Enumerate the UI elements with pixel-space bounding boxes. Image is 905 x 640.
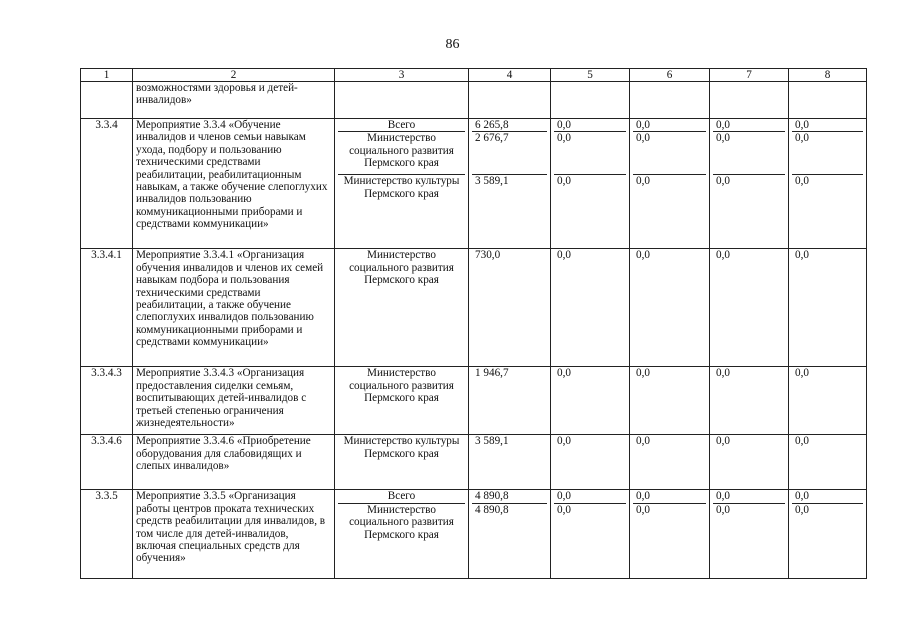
sub-row	[792, 435, 863, 489]
value-cell: 0,0	[792, 132, 863, 175]
value-cell: 0,0	[557, 249, 571, 262]
value-column-cell	[551, 490, 630, 578]
value-list	[713, 249, 785, 366]
value-cell: 0,0	[557, 175, 571, 188]
value-column-cell	[789, 367, 867, 435]
sub-row	[633, 490, 706, 503]
sub-row	[554, 490, 626, 503]
value-cell: 0,0	[557, 367, 571, 380]
header-cell: 7	[710, 69, 789, 82]
sub-row	[554, 132, 626, 175]
value-cell: 4 890,8	[472, 490, 547, 503]
table-row	[81, 367, 867, 435]
sub-row	[554, 175, 626, 249]
table-row	[81, 490, 867, 578]
value-cell: 730,0	[475, 249, 501, 262]
header-cell: 6	[630, 69, 710, 82]
sub-row	[792, 490, 863, 503]
table-row	[81, 249, 867, 367]
sub-row	[472, 175, 547, 249]
sub-row	[633, 435, 706, 489]
value-cell: 0,0	[633, 490, 706, 503]
sub-row	[554, 249, 626, 366]
measure-name-cell: Мероприятие 3.3.4.6 «Приобретение оборудования для слабовидящих и слепых инвалидов»	[133, 435, 335, 490]
measure-name-cell: Мероприятие 3.3.4.1 «Организация обучения инвалидов и членов их семей навыкам подбора и пользования техническими средствами реабилитации, а также обучение слепоглухих инвалидов пользованию коммуникационными приборами и средствами коммуникации»	[133, 249, 335, 367]
measure-name-cell: Мероприятие 3.3.4.3 «Организация предоставления сиделки семьям, воспитывающих детей-инвалидов с третьей степенью ограничения жизнедеятельности»	[133, 367, 335, 435]
value-cell: 0,0	[716, 435, 730, 448]
value-list	[472, 367, 547, 434]
sub-row	[713, 490, 785, 503]
value-cell	[630, 82, 710, 119]
value-list	[554, 119, 626, 248]
value-column-cell	[469, 367, 551, 435]
value-column-cell	[789, 435, 867, 490]
value-cell: 0,0	[557, 435, 571, 448]
sub-row	[633, 249, 706, 366]
value-cell: 3 589,1	[475, 435, 509, 448]
program-table	[80, 68, 867, 579]
sub-row	[633, 175, 706, 249]
sub-row	[554, 367, 626, 434]
sub-row	[633, 503, 706, 578]
value-list	[633, 249, 706, 366]
measure-name-cell: возможностями здоровья и детей-инвалидов»	[133, 82, 335, 119]
value-list	[713, 119, 785, 248]
header-cell: 8	[789, 69, 867, 82]
value-list	[792, 435, 863, 489]
value-column-cell	[469, 249, 551, 367]
value-cell: 0,0	[792, 490, 863, 503]
value-cell: 0,0	[795, 503, 809, 516]
value-cell: 0,0	[716, 175, 730, 188]
value-cell: 0,0	[636, 249, 650, 262]
sub-row	[792, 119, 863, 132]
value-cell: 0,0	[557, 503, 571, 516]
sub-row	[792, 249, 863, 366]
header-cell: 3	[335, 69, 469, 82]
value-column-cell	[469, 435, 551, 490]
value-cell: 4 890,8	[475, 503, 509, 516]
value-cell: 0,0	[554, 119, 626, 132]
sub-row	[633, 367, 706, 434]
value-cell: 0,0	[636, 175, 650, 188]
sub-row	[338, 249, 465, 366]
value-cell: 1 946,7	[475, 367, 509, 380]
value-list	[554, 249, 626, 366]
value-list	[472, 435, 547, 489]
executor-list	[338, 119, 465, 248]
value-list	[554, 490, 626, 577]
code-cell	[81, 82, 133, 119]
value-cell	[551, 82, 630, 119]
value-list	[713, 367, 785, 434]
executor-column-cell	[335, 119, 469, 249]
value-list	[633, 490, 706, 577]
executor-cell	[335, 82, 469, 119]
value-column-cell	[630, 490, 710, 578]
value-column-cell	[710, 367, 789, 435]
value-column-cell	[551, 119, 630, 249]
measure-code-cell: 3.3.4.1	[81, 249, 133, 367]
sub-row	[472, 503, 547, 578]
value-list	[713, 435, 785, 489]
value-cell: 0,0	[636, 367, 650, 380]
executor-column-cell	[335, 249, 469, 367]
header-cell: 1	[81, 69, 133, 82]
sub-row	[338, 503, 465, 578]
value-cell: 0,0	[713, 119, 785, 132]
sub-row	[472, 249, 547, 366]
value-list	[554, 367, 626, 434]
value-list	[472, 490, 547, 577]
sub-row	[713, 132, 785, 175]
value-column-cell	[710, 249, 789, 367]
measure-code-cell: 3.3.5	[81, 490, 133, 578]
value-cell: 0,0	[633, 132, 706, 175]
sub-row	[633, 132, 706, 175]
page-number: 86	[445, 37, 460, 52]
sub-row	[338, 175, 465, 249]
sub-row	[338, 367, 465, 434]
executor-cell: Министерство социального развития Пермского края	[338, 132, 465, 175]
value-cell	[469, 82, 551, 119]
value-cell: 0,0	[716, 249, 730, 262]
header-cell: 5	[551, 69, 630, 82]
value-cell: 0,0	[636, 503, 650, 516]
value-cell: 0,0	[795, 367, 809, 380]
measure-code-cell: 3.3.4.6	[81, 435, 133, 490]
sub-row	[338, 435, 465, 489]
sub-row	[472, 119, 547, 132]
value-column-cell	[551, 249, 630, 367]
executor-list	[338, 367, 465, 434]
value-column-cell	[710, 119, 789, 249]
value-cell: 0,0	[795, 249, 809, 262]
value-cell: 0,0	[716, 367, 730, 380]
executor-list	[338, 249, 465, 366]
sub-row	[713, 435, 785, 489]
value-cell: 0,0	[554, 132, 626, 175]
sub-row	[472, 435, 547, 489]
value-list	[633, 367, 706, 434]
executor-list	[338, 490, 465, 577]
header-cell: 4	[469, 69, 551, 82]
value-column-cell	[630, 119, 710, 249]
sub-row	[554, 119, 626, 132]
value-list	[792, 490, 863, 577]
executor-cell: Министерство культуры Пермского края	[343, 175, 460, 200]
value-list	[554, 435, 626, 489]
value-cell	[710, 82, 789, 119]
sub-row	[792, 175, 863, 249]
value-list	[792, 249, 863, 366]
sub-row	[338, 132, 465, 175]
value-cell: 0,0	[713, 490, 785, 503]
sub-row	[472, 367, 547, 434]
value-cell: 0,0	[795, 435, 809, 448]
sub-row	[633, 119, 706, 132]
sub-row	[713, 119, 785, 132]
executor-list	[338, 435, 465, 489]
value-cell: 3 589,1	[475, 175, 509, 188]
value-list	[792, 367, 863, 434]
executor-cell: Министерство социального развития Пермского края	[349, 367, 454, 405]
sub-row	[713, 175, 785, 249]
executor-column-cell	[335, 490, 469, 578]
value-column-cell	[551, 367, 630, 435]
value-cell: 0,0	[636, 435, 650, 448]
value-column-cell	[710, 490, 789, 578]
sub-row	[713, 367, 785, 434]
value-column-cell	[469, 119, 551, 249]
sub-row	[713, 503, 785, 578]
value-cell: 2 676,7	[472, 132, 547, 175]
value-column-cell	[551, 435, 630, 490]
header-row	[81, 69, 867, 82]
value-list	[633, 435, 706, 489]
executor-cell: Министерство культуры Пермского края	[343, 435, 460, 460]
measure-code-cell: 3.3.4	[81, 119, 133, 249]
value-column-cell	[789, 249, 867, 367]
measure-name-cell: Мероприятие 3.3.4 «Обучение инвалидов и членов семьи навыкам ухода, подбору и пользованию техническими средствами реабилитации, реабилитационным навыкам, а также обучение слепоглухих инвалидов пользованию коммуникационными приборами и средствами коммуникации»	[133, 119, 335, 249]
sub-row	[554, 503, 626, 578]
executor-cell: Всего	[338, 119, 465, 132]
sub-row	[792, 503, 863, 578]
executor-cell: Министерство социального развития Пермского края	[349, 249, 454, 287]
continuation-row	[81, 82, 867, 119]
sub-row	[472, 490, 547, 503]
sub-row	[472, 132, 547, 175]
value-list	[472, 119, 547, 248]
sub-row	[338, 490, 465, 503]
header-cell: 2	[133, 69, 335, 82]
value-list	[792, 119, 863, 248]
sub-row	[338, 119, 465, 132]
measure-name-cell: Мероприятие 3.3.5 «Организация работы центров проката технических средств реабилитации для инвалидов, в том числе для детей-инвалидов, включая специальных средств для обучения»	[133, 490, 335, 578]
table-row	[81, 435, 867, 490]
value-column-cell	[630, 249, 710, 367]
table-row	[81, 119, 867, 249]
executor-cell: Министерство социального развития Пермского края	[349, 503, 454, 541]
value-cell: 0,0	[716, 503, 730, 516]
value-list	[633, 119, 706, 248]
sub-row	[713, 249, 785, 366]
value-cell: 0,0	[795, 175, 809, 188]
value-cell: 0,0	[792, 119, 863, 132]
value-column-cell	[630, 367, 710, 435]
sub-row	[554, 435, 626, 489]
value-cell: 0,0	[633, 119, 706, 132]
value-column-cell	[710, 435, 789, 490]
value-cell	[789, 82, 867, 119]
executor-cell: Всего	[338, 490, 465, 503]
measure-code-cell: 3.3.4.3	[81, 367, 133, 435]
value-list	[472, 249, 547, 366]
value-column-cell	[789, 490, 867, 578]
sub-row	[792, 132, 863, 175]
executor-column-cell	[335, 435, 469, 490]
sub-row	[792, 367, 863, 434]
value-cell: 6 265,8	[472, 119, 547, 132]
value-column-cell	[630, 435, 710, 490]
value-cell: 0,0	[713, 132, 785, 175]
value-list	[713, 490, 785, 577]
value-column-cell	[469, 490, 551, 578]
value-column-cell	[789, 119, 867, 249]
value-cell: 0,0	[554, 490, 626, 503]
executor-column-cell	[335, 367, 469, 435]
